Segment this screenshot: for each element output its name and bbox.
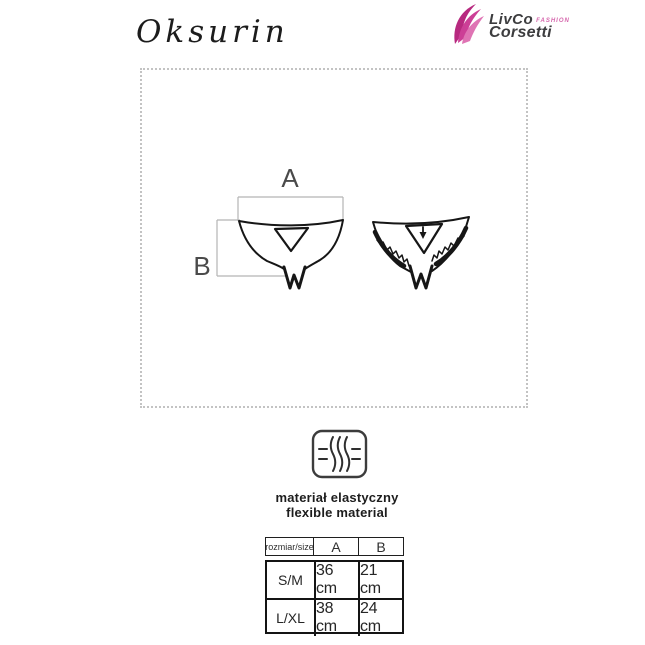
header-dim-a: A	[313, 538, 358, 555]
elastic-material-icon	[311, 429, 368, 479]
brand-name-fashion: FASHION	[536, 18, 570, 24]
feather-swoosh-icon	[450, 2, 488, 51]
value-b: 21 cm	[358, 562, 402, 598]
value-a: 36 cm	[314, 562, 358, 598]
brand-logo	[450, 2, 570, 51]
table-row-sm	[267, 562, 402, 598]
material-caption-pl: materiał elastyczny	[275, 490, 399, 505]
value-a: 38 cm	[314, 600, 358, 636]
material-caption	[275, 490, 398, 520]
product-title: Oksurin	[136, 14, 289, 50]
brand-name-corsetti: Corsetti	[489, 24, 552, 41]
product-line-drawing	[185, 154, 485, 304]
table-row-lxl	[267, 598, 402, 636]
size-table	[265, 560, 404, 634]
material-caption-en: flexible material	[286, 505, 388, 520]
header-dim-b: B	[358, 538, 403, 555]
dimension-b-label: B	[193, 251, 211, 281]
value-b: 24 cm	[358, 600, 402, 636]
size-table-header	[265, 537, 404, 556]
size-label: S/M	[278, 572, 303, 588]
panty-back-view	[373, 217, 469, 288]
header-rozmiar-size: rozmiar/size	[265, 541, 314, 552]
dimension-a-label: A	[281, 163, 299, 193]
size-label: L/XL	[276, 610, 305, 626]
brand-name-livco: LivCo	[489, 11, 534, 28]
panty-front-view	[239, 220, 343, 288]
